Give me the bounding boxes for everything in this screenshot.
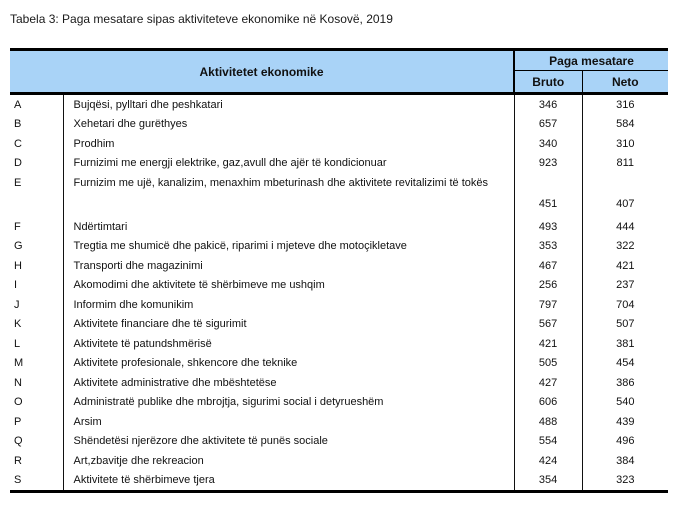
table-row [10, 432, 668, 452]
row-activity-label: Aktivitete të shërbimeve tjera [63, 471, 514, 492]
row-letter: N [10, 373, 63, 393]
row-bruto-value: 346 [514, 94, 582, 115]
table-body [10, 94, 668, 492]
row-neto-value: 811 [616, 157, 635, 170]
average-wages-table [10, 48, 668, 493]
row-letter: P [10, 412, 63, 432]
row-letter: A [10, 94, 63, 115]
row-neto-value: 386 [616, 376, 635, 389]
table-row [10, 373, 668, 393]
row-activity-label: Administratë publike dhe mbrojtja, sigurimi social i detyrueshëm [63, 393, 514, 413]
col-header-bruto: Bruto [514, 71, 582, 94]
table-row [10, 154, 668, 174]
table-row [10, 315, 668, 335]
row-activity-label: Prodhim [63, 134, 514, 154]
row-bruto-value: 340 [514, 134, 582, 154]
row-neto-value: 444 [616, 220, 635, 233]
row-letter: O [10, 393, 63, 413]
row-bruto-value: 606 [514, 393, 582, 413]
table-row [10, 173, 668, 217]
row-bruto-value: 493 [514, 217, 582, 237]
row-bruto-value: 353 [514, 237, 582, 257]
row-bruto-value: 424 [514, 451, 582, 471]
row-neto-value: 323 [616, 474, 635, 487]
table-row [10, 134, 668, 154]
row-letter: M [10, 354, 63, 374]
row-bruto-value: 421 [514, 334, 582, 354]
table-row [10, 256, 668, 276]
row-activity-label: Tregtia me shumicë dhe pakicë, riparimi i mjeteve dhe motoçikletave [63, 237, 514, 257]
row-activity-label: Bujqësi, pylltari dhe peshkatari [63, 94, 514, 115]
row-letter: J [10, 295, 63, 315]
row-bruto-value: 451 [514, 173, 582, 217]
col-header-neto: Neto [582, 71, 668, 94]
table-row [10, 115, 668, 135]
row-neto-value: 454 [616, 357, 635, 370]
row-letter: K [10, 315, 63, 335]
row-neto-value: 439 [616, 415, 635, 428]
table-row [10, 217, 668, 237]
table-row [10, 451, 668, 471]
row-letter: B [10, 115, 63, 135]
col-group-header-paga-mesatare: Paga mesatare [514, 50, 668, 71]
row-neto-value: 584 [616, 118, 635, 131]
row-bruto-value: 554 [514, 432, 582, 452]
row-letter: G [10, 237, 63, 257]
row-activity-label: Furnizimi me energji elektrike, gaz,avull dhe ajër të kondicionuar [63, 154, 514, 174]
row-activity-label: Furnizim me ujë, kanalizim, menaxhim mbeturinash dhe aktivitete revitalizimi të tokës [63, 173, 514, 217]
row-activity-label: Aktivitete profesionale, shkencore dhe teknike [63, 354, 514, 374]
row-activity-label: Aktivitete financiare dhe të sigurimit [63, 315, 514, 335]
row-neto-value: 237 [616, 279, 635, 292]
row-letter: Q [10, 432, 63, 452]
row-activity-label: Akomodimi dhe aktivitete të shërbimeve me ushqim [63, 276, 514, 296]
row-letter: I [10, 276, 63, 296]
table-row [10, 412, 668, 432]
table-header [10, 50, 668, 94]
row-letter: R [10, 451, 63, 471]
table-row [10, 94, 668, 115]
row-letter: F [10, 217, 63, 237]
row-activity-label: Shëndetësi njerëzore dhe aktivitete të punës sociale [63, 432, 514, 452]
row-activity-label: Ndërtimtari [63, 217, 514, 237]
table-row [10, 276, 668, 296]
row-letter: S [10, 471, 63, 492]
row-bruto-value: 657 [514, 115, 582, 135]
row-bruto-value: 797 [514, 295, 582, 315]
row-neto-value: 322 [616, 240, 635, 253]
row-bruto-value: 427 [514, 373, 582, 393]
row-bruto-value: 256 [514, 276, 582, 296]
table-row [10, 237, 668, 257]
row-neto-value: 421 [616, 259, 635, 272]
row-letter: E [10, 173, 63, 217]
row-letter: D [10, 154, 63, 174]
row-bruto-value: 467 [514, 256, 582, 276]
row-activity-label: Informim dhe komunikim [63, 295, 514, 315]
row-letter: H [10, 256, 63, 276]
row-neto-value: 496 [616, 435, 635, 448]
row-bruto-value: 488 [514, 412, 582, 432]
row-letter: C [10, 134, 63, 154]
table-caption: Tabela 3: Paga mesatare sipas aktiviteteve ekonomike në Kosovë, 2019 [10, 12, 393, 26]
row-activity-label: Aktivitete të patundshmërisë [63, 334, 514, 354]
table-row [10, 295, 668, 315]
row-neto-value: 384 [616, 454, 635, 467]
row-neto-value: 407 [616, 198, 635, 210]
row-neto-value: 704 [616, 298, 635, 311]
row-bruto-value: 505 [514, 354, 582, 374]
table-row [10, 334, 668, 354]
row-neto-value: 540 [616, 396, 635, 409]
row-bruto-value: 567 [514, 315, 582, 335]
row-activity-label: Xehetari dhe gurëthyes [63, 115, 514, 135]
row-neto-value: 310 [616, 137, 635, 150]
row-letter: L [10, 334, 63, 354]
row-bruto-value: 354 [514, 471, 582, 492]
row-activity-label: Aktivitete administrative dhe mbështetëse [63, 373, 514, 393]
row-activity-label: Art,zbavitje dhe rekreacion [63, 451, 514, 471]
table-row [10, 354, 668, 374]
table-row [10, 393, 668, 413]
row-neto-value: 381 [616, 337, 635, 350]
row-activity-label: Arsim [63, 412, 514, 432]
row-neto-value: 507 [616, 318, 635, 331]
row-neto-value: 316 [616, 98, 635, 111]
table-row [10, 471, 668, 492]
row-bruto-value: 923 [514, 154, 582, 174]
row-activity-label: Transporti dhe magazinimi [63, 256, 514, 276]
col-header-activities: Aktivitetet ekonomike [10, 50, 514, 94]
